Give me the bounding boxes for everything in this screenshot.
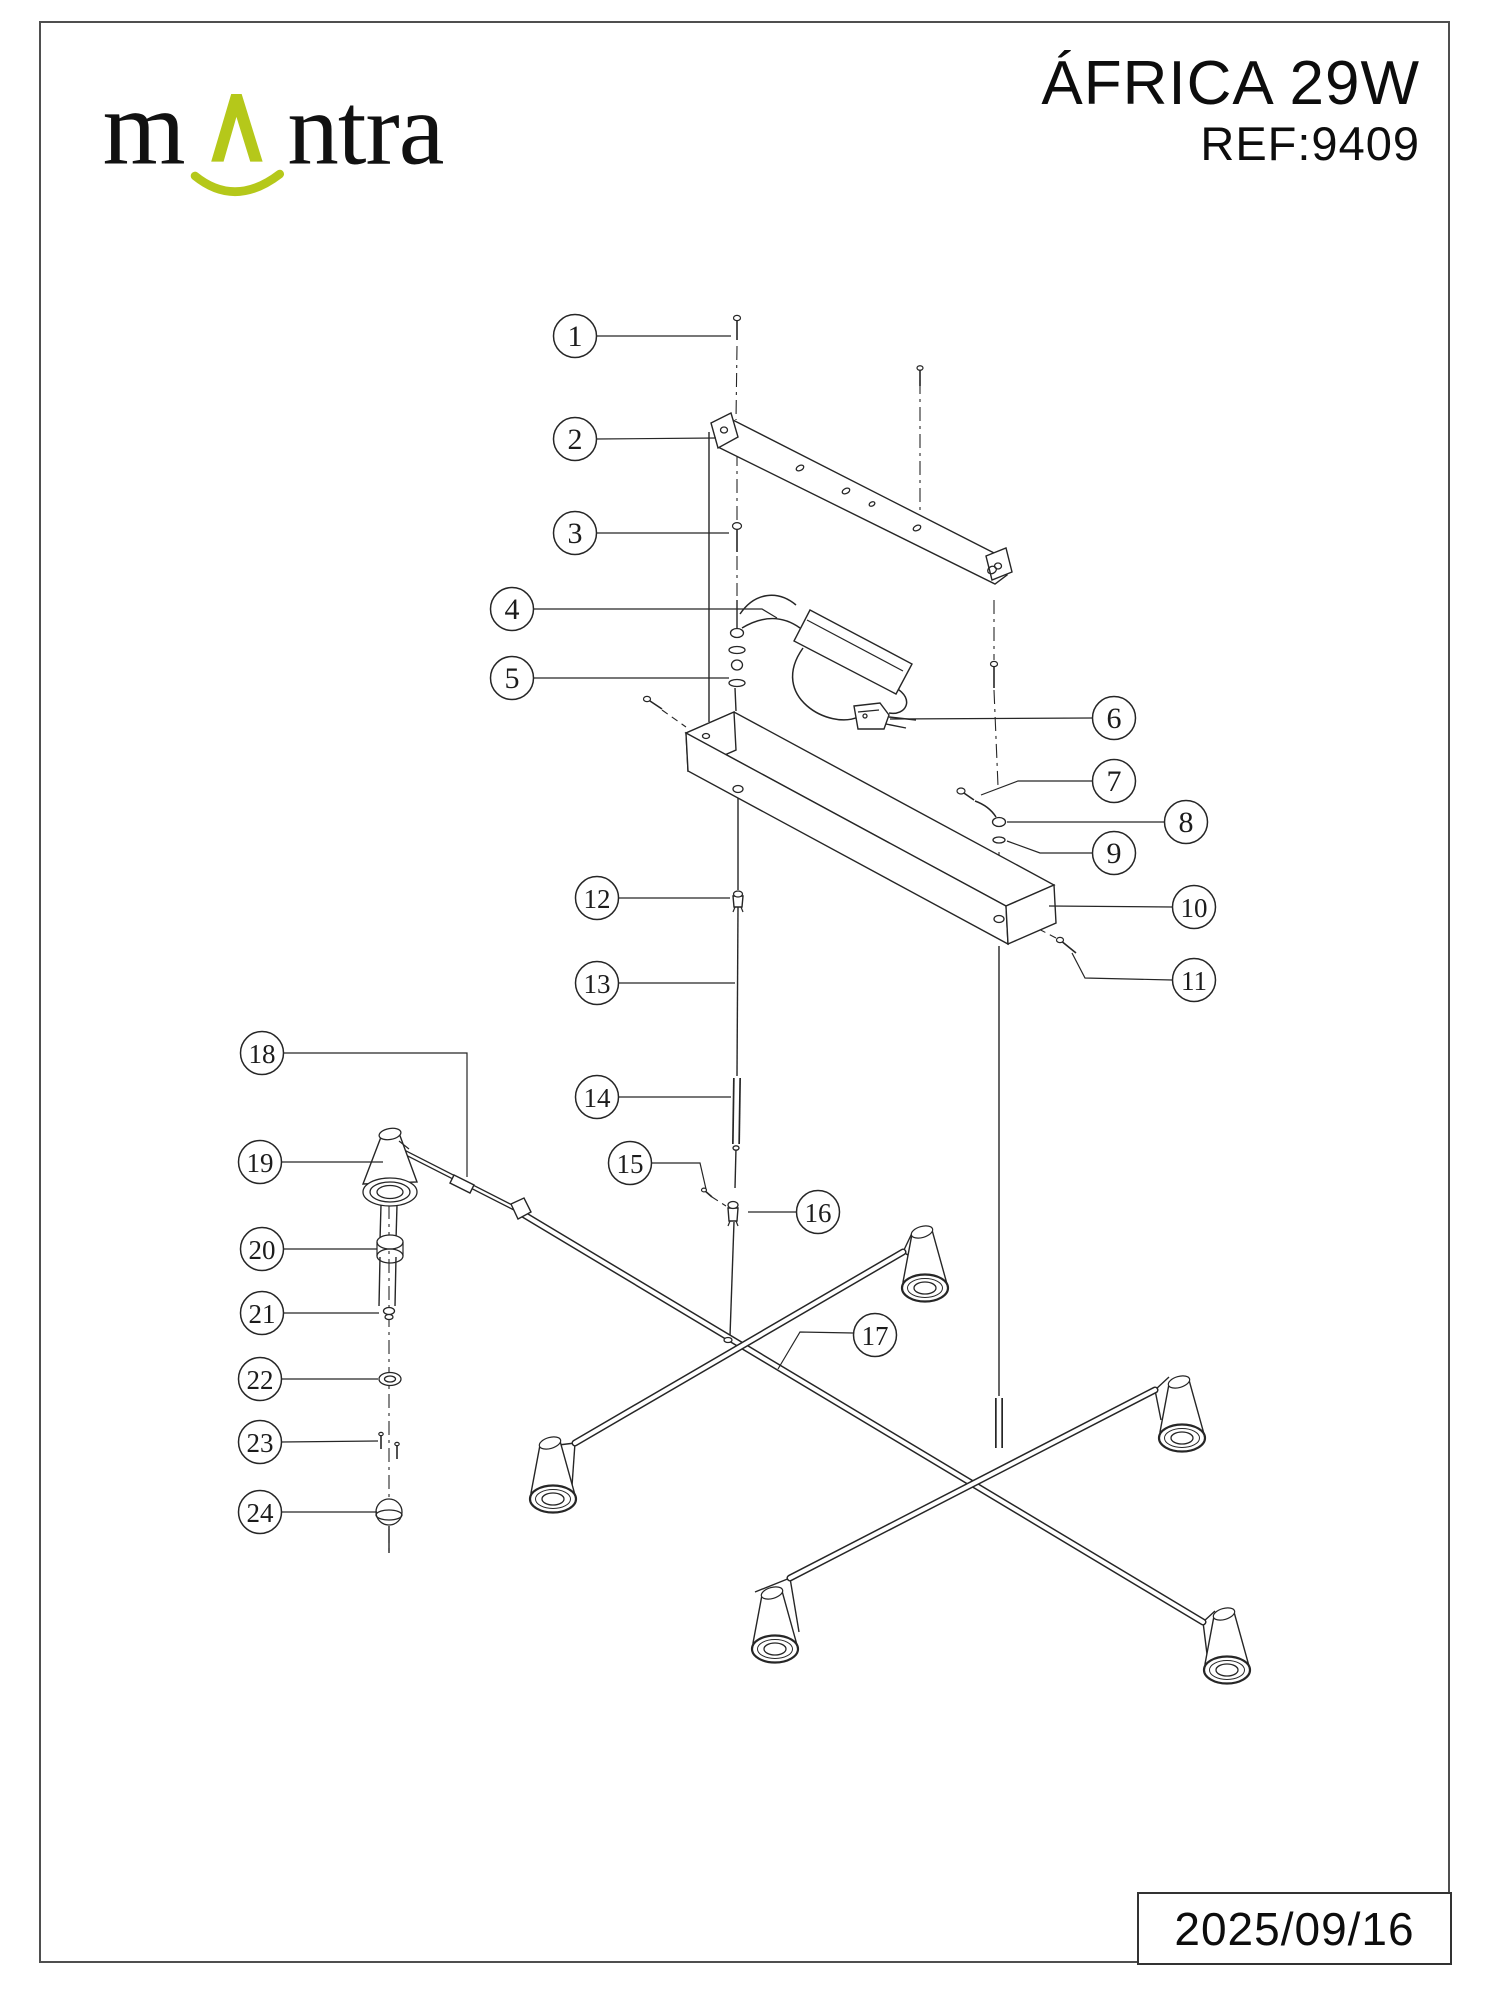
callout-22 [239, 1358, 379, 1401]
callout-12 [576, 877, 731, 920]
callout-19 [239, 1141, 384, 1184]
callout-number: 19 [246, 1148, 274, 1178]
callout-13 [576, 962, 736, 1005]
callout-number: 22 [246, 1365, 274, 1395]
callout-23 [239, 1421, 379, 1464]
spotlight-cones [530, 1224, 1250, 1684]
product-ref: REF:9409 [1200, 117, 1420, 170]
logo-text-pre: m [102, 69, 186, 188]
small-parts [363, 427, 1006, 1525]
callout-number: 14 [583, 1083, 611, 1113]
logo-text-post: ntra [287, 72, 444, 187]
callout-3 [554, 512, 730, 555]
callout-1 [554, 315, 732, 358]
callout-6 [890, 697, 1136, 740]
callout-number: 18 [248, 1039, 276, 1069]
callout-number: 7 [1106, 765, 1122, 798]
callout-number: 24 [246, 1498, 274, 1528]
callout-2 [554, 418, 717, 461]
callout-number: 8 [1178, 806, 1194, 839]
callout-number: 5 [504, 662, 520, 695]
callout-number: 15 [616, 1149, 644, 1179]
callout-number: 21 [248, 1299, 276, 1329]
callout-number: 1 [567, 320, 583, 353]
callout-21 [241, 1292, 380, 1335]
callout-number: 3 [567, 517, 583, 550]
callout-9 [1007, 832, 1136, 875]
axis-lines [379, 346, 1215, 1654]
callout-17 [778, 1314, 897, 1370]
callout-24 [239, 1491, 378, 1534]
callout-number: 6 [1106, 702, 1122, 735]
callout-number: 4 [504, 593, 520, 626]
callout-10 [1049, 886, 1216, 929]
callout-number: 20 [248, 1235, 276, 1265]
callout-14 [576, 1076, 732, 1119]
callout-number: 23 [246, 1428, 274, 1458]
callout-number: 10 [1180, 893, 1208, 923]
callout-7 [981, 760, 1136, 803]
callout-15 [609, 1142, 707, 1190]
callout-5 [491, 657, 730, 700]
callout-number: 11 [1181, 966, 1207, 996]
callout-16 [748, 1191, 840, 1234]
callout-number: 17 [861, 1321, 889, 1351]
cable-sleeves [736, 1078, 999, 1448]
date-box [1137, 1892, 1452, 1965]
callout-4 [491, 588, 778, 631]
callout-11 [1072, 953, 1216, 1002]
callout-20 [241, 1228, 378, 1271]
date-text: 2025/09/16 [1174, 1902, 1415, 1955]
callout-number: 2 [567, 423, 583, 456]
callout-number: 13 [583, 969, 611, 999]
product-title: ÁFRICA 29W [1041, 49, 1420, 118]
callout-number: 16 [804, 1198, 832, 1228]
callout-number: 12 [583, 884, 611, 914]
callout-number: 9 [1106, 837, 1122, 870]
